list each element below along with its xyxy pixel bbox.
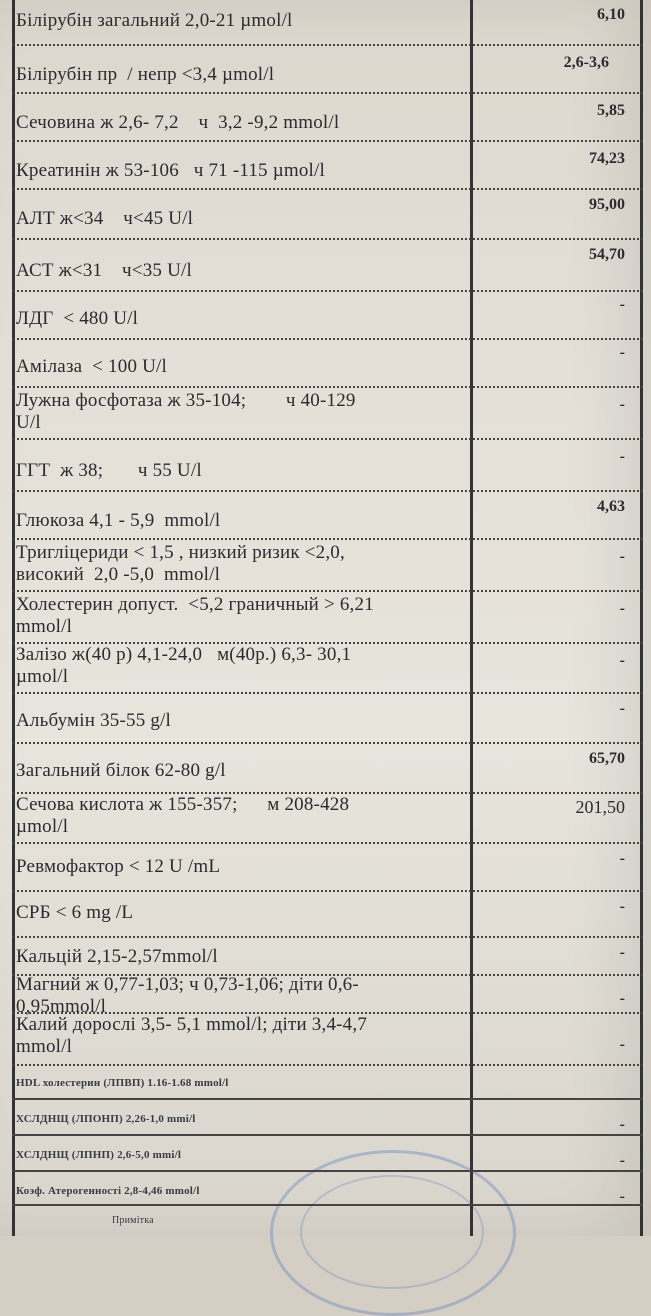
test-name: Креатинін ж 53-106 ч 71 -115 µmol/l — [16, 160, 325, 181]
test-name: СРБ < 6 mg /L — [16, 902, 134, 923]
test-name: ГГТ ж 38; ч 55 U/l — [16, 460, 202, 481]
table-row — [12, 540, 643, 592]
test-value: - — [619, 344, 625, 361]
test-value: 6,10 — [597, 6, 625, 23]
table-row — [12, 388, 643, 440]
test-value: 95,00 — [589, 196, 625, 213]
test-name: АСТ ж<31 ч<35 U/l — [16, 260, 192, 281]
test-value: - — [619, 850, 625, 867]
test-value: - — [619, 990, 625, 1007]
table-row — [12, 592, 643, 644]
test-name: ХСЛДНЩ (ЛПНП) 2,6-5,0 mmi/l — [16, 1149, 182, 1161]
test-value: - — [619, 1152, 625, 1169]
table-row — [12, 844, 643, 892]
table-row — [12, 240, 643, 292]
test-value: 74,23 — [589, 150, 625, 167]
table-row — [12, 190, 643, 240]
test-value: - — [619, 396, 625, 413]
table-row — [12, 794, 643, 844]
test-name: Магний ж 0,77-1,03; ч 0,73-1,06; діти 0,6- 0,95mmol/l — [16, 974, 359, 1017]
test-name: Залізо ж(40 р) 4,1-24,0 м(40р.) 6,3- 30,1 µmol/l — [16, 644, 352, 687]
test-value: - — [619, 548, 625, 565]
table-row — [12, 492, 643, 540]
test-name: Загальний білок 62-80 g/l — [16, 760, 226, 781]
note-label: Примітка — [112, 1215, 154, 1226]
test-name: Альбумін 35-55 g/l — [16, 710, 172, 731]
table-row — [12, 1066, 643, 1100]
test-name: Амілаза < 100 U/l — [16, 356, 167, 377]
test-name: Сечовина ж 2,6- 7,2 ч 3,2 -9,2 mmol/l — [16, 112, 340, 133]
table-row-note — [12, 1206, 643, 1236]
test-name: ЛДГ < 480 U/l — [16, 308, 139, 329]
table-row — [12, 1136, 643, 1172]
table-row — [12, 292, 643, 340]
test-value: - — [619, 652, 625, 669]
test-value: - — [619, 600, 625, 617]
table-row — [12, 974, 643, 1017]
table-row — [12, 94, 643, 142]
table-row — [12, 0, 643, 46]
test-name: HDL холестерин (ЛПВП) 1.16-1.68 mmol/l — [16, 1077, 229, 1089]
test-name: Глюкоза 4,1 - 5,9 mmol/l — [16, 510, 221, 531]
test-name: Коэф. Атерогенності 2,8-4,46 mmol/l — [16, 1185, 200, 1197]
test-name: Калий дорослі 3,5- 5,1 mmol/l; діти 3,4-4,7 mmol/l — [16, 1014, 368, 1057]
table-row — [12, 340, 643, 388]
test-value: 201,50 — [575, 797, 625, 817]
test-value: - — [619, 700, 625, 717]
table-row — [12, 694, 643, 744]
test-value: 2,6-3,6 — [563, 54, 609, 71]
test-value: 65,70 — [589, 750, 625, 767]
test-value: 4,63 — [597, 498, 625, 515]
test-value: - — [619, 1036, 625, 1053]
test-name: Тригліцериди < 1,5 , низкий ризик <2,0, високий 2,0 -5,0 mmol/l — [16, 542, 345, 585]
test-value: - — [619, 898, 625, 915]
test-name: ХСЛДНЩ (ЛПОНП) 2,26-1,0 mmi/l — [16, 1113, 196, 1125]
test-value: - — [619, 1188, 625, 1205]
table-row — [12, 644, 643, 694]
test-name: АЛТ ж<34 ч<45 U/l — [16, 208, 194, 229]
test-name: Білірубін загальний 2,0-21 µmol/l — [16, 10, 293, 31]
table-row — [12, 1172, 643, 1206]
table-row — [12, 1014, 643, 1066]
table-row — [12, 892, 643, 938]
test-value: - — [619, 448, 625, 465]
test-name: Сечова кислота ж 155-357; м 208-428 µmol/l — [16, 794, 350, 837]
test-name: Ревмофактор < 12 U /mL — [16, 856, 221, 877]
table-row — [12, 46, 643, 94]
test-name: Лужна фосфотаза ж 35-104; ч 40-129 U/l — [16, 390, 356, 433]
test-value: - — [619, 944, 625, 961]
test-value: - — [619, 1116, 625, 1133]
test-value: - — [619, 296, 625, 313]
table-row — [12, 142, 643, 190]
table-row — [12, 744, 643, 794]
test-name: Холестерин допуст. <5,2 граничный > 6,21 mmol/l — [16, 594, 374, 637]
test-value: 54,70 — [589, 246, 625, 263]
table-row — [12, 938, 643, 976]
table-row — [12, 1100, 643, 1136]
test-name: Білірубін пр / непр <3,4 µmol/l — [16, 64, 275, 85]
test-name: Кальцій 2,15-2,57mmol/l — [16, 946, 218, 967]
table-row — [12, 440, 643, 492]
test-value: 5,85 — [597, 102, 625, 119]
